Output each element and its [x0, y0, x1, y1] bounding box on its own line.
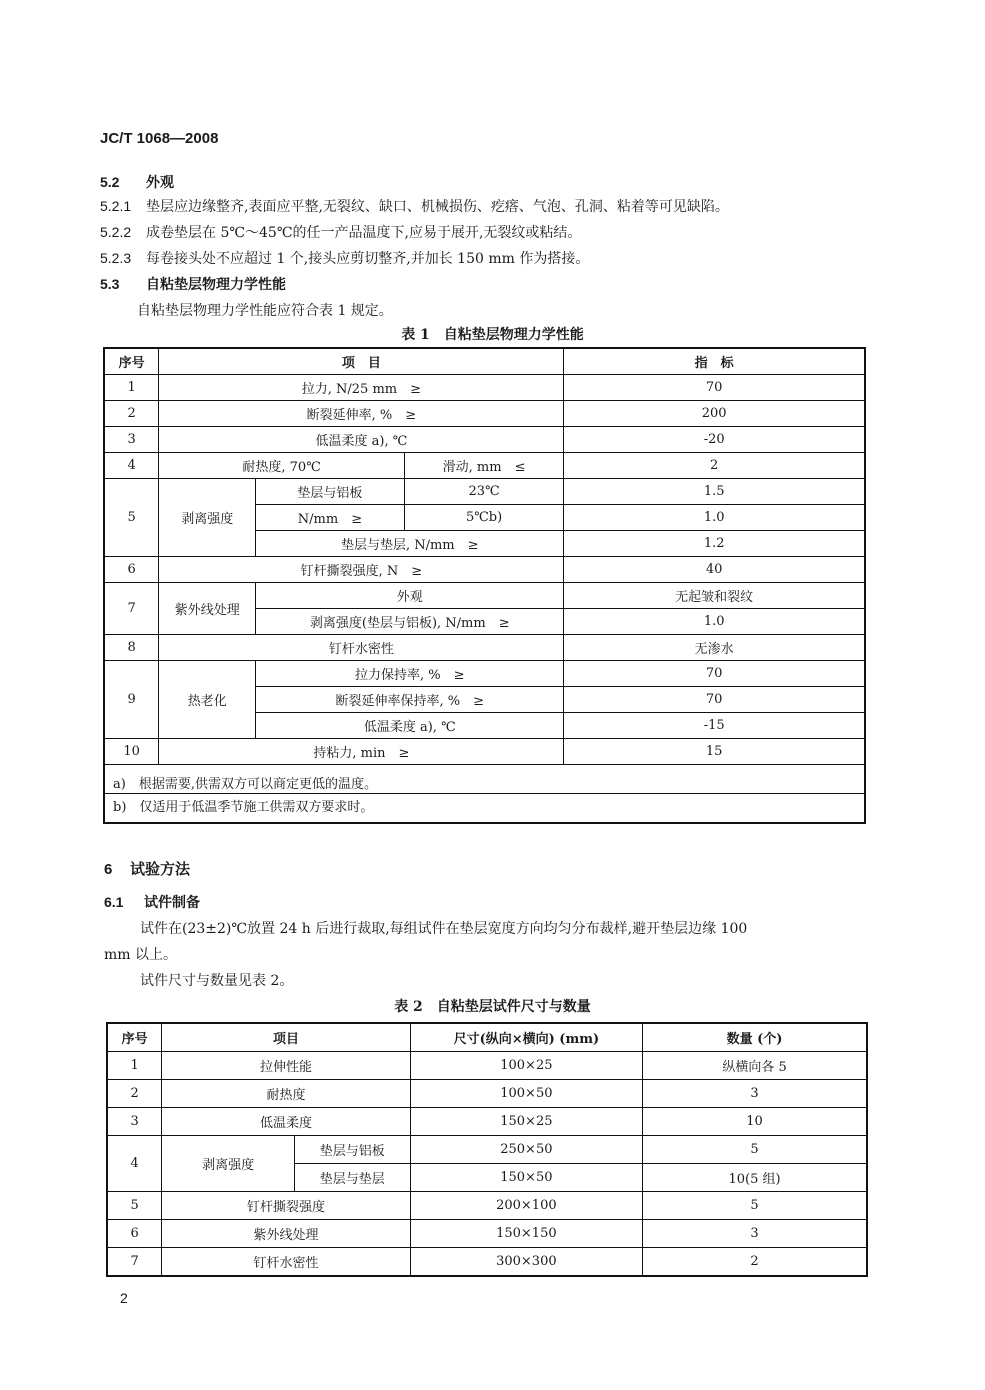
row-subitem: 垫层与铝板: [256, 479, 405, 505]
row-quantity: 10(5 组): [643, 1164, 867, 1192]
row-number: 1: [107, 1052, 162, 1080]
table-row: [104, 427, 865, 453]
row-value: -15: [564, 713, 865, 739]
document-code: JC/T 1068—2008: [100, 130, 219, 147]
row-quantity: 纵横向各 5: [643, 1052, 867, 1080]
row-item: 拉伸性能: [162, 1052, 410, 1080]
page-number: 2: [120, 1290, 128, 1306]
row-subitem: 垫层与垫层, N/mm ≥: [256, 531, 564, 557]
table-row: [107, 1192, 867, 1220]
row-number: 3: [104, 427, 159, 453]
table-1-caption: 表 1 自粘垫层物理力学性能: [401, 327, 584, 343]
row-number: 5: [107, 1192, 162, 1220]
row-item: 断裂延伸率, % ≥: [159, 401, 564, 427]
footnote-b: b) 仅适用于低温季节施工供需双方要求时。: [104, 794, 865, 824]
table-row: [104, 479, 865, 505]
row-number: 6: [104, 557, 159, 583]
row-subitem: 断裂延伸率保持率, % ≥: [256, 687, 564, 713]
row-group: 紫外线处理: [159, 583, 256, 635]
row-item: 耐热度, 70℃: [159, 453, 404, 479]
section-number: 5.2: [100, 174, 120, 190]
row-size: 150×25: [410, 1108, 642, 1136]
row-number: 6: [107, 1220, 162, 1248]
row-item: 钉杆水密性: [159, 635, 564, 661]
table-row: [104, 635, 865, 661]
table-row: [104, 583, 865, 609]
row-condition: 5℃b): [404, 505, 564, 531]
row-number: 4: [104, 453, 159, 479]
row-number: 9: [104, 661, 159, 739]
header-item: 项 目: [159, 348, 564, 375]
section-title: 外观: [146, 175, 174, 191]
row-item: 拉力, N/25 mm ≥: [159, 375, 564, 401]
paragraph-6-1-line-3: 试件尺寸与数量见表 2。: [140, 973, 294, 989]
row-value: 无起皱和裂纹: [564, 583, 865, 609]
row-value: 40: [564, 557, 865, 583]
header-index: 指 标: [564, 348, 865, 375]
section-5-3-heading: [100, 274, 286, 294]
table-row: [104, 453, 865, 479]
clause-number: 5.2.1: [100, 198, 132, 214]
row-size: 300×300: [410, 1248, 642, 1277]
section-title: 试验方法: [130, 860, 191, 878]
row-size: 200×100: [410, 1192, 642, 1220]
row-size: 100×25: [410, 1052, 642, 1080]
table-note: [104, 794, 865, 824]
table-row: [107, 1052, 867, 1080]
row-value: 70: [564, 661, 865, 687]
clause-5-2-1: [100, 196, 729, 216]
row-quantity: 3: [643, 1080, 867, 1108]
section-6-heading: [104, 858, 190, 879]
row-number: 10: [104, 739, 159, 765]
row-subitem: 垫层与铝板: [294, 1136, 410, 1164]
row-size: 150×50: [410, 1164, 642, 1192]
table-note: [104, 765, 865, 794]
row-size: 100×50: [410, 1080, 642, 1108]
table-row: [107, 1248, 867, 1277]
row-value: -20: [564, 427, 865, 453]
clause-number: 5.2.3: [100, 250, 132, 266]
clause-5-2-3: [100, 248, 589, 268]
clause-text: 垫层应边缘整齐,表面应平整,无裂纹、缺口、机械损伤、疙瘩、气泡、孔洞、粘着等可见缺陷。: [146, 199, 729, 215]
paragraph-6-1-line-2: mm 以上。: [104, 947, 178, 963]
table-2: [106, 1022, 868, 1277]
row-item: 低温柔度 a), ℃: [159, 427, 564, 453]
row-item: 紫外线处理: [162, 1220, 410, 1248]
row-item: 持粘力, min ≥: [159, 739, 564, 765]
row-value: 70: [564, 687, 865, 713]
paragraph-5-3: 自粘垫层物理力学性能应符合表 1 规定。: [137, 303, 393, 319]
section-title: 试件制备: [144, 895, 200, 911]
row-size: 250×50: [410, 1136, 642, 1164]
row-subitem: 外观: [256, 583, 564, 609]
header-size: 尺寸(纵向×横向) (mm): [410, 1023, 642, 1052]
row-quantity: 3: [643, 1220, 867, 1248]
clause-text: 每卷接头处不应超过 1 个,接头应剪切整齐,并加长 150 mm 作为搭接。: [146, 251, 590, 267]
table-row: [104, 739, 865, 765]
section-number: 5.3: [100, 276, 120, 292]
paragraph-6-1-line-1: 试件在(23±2)℃放置 24 h 后进行裁取,每组试件在垫层宽度方向均匀分布裁样,避开垫层边缘 100: [140, 921, 748, 937]
row-subitem: N/mm ≥: [256, 505, 405, 531]
section-6-1-heading: [104, 892, 200, 912]
row-number: 3: [107, 1108, 162, 1136]
row-value: 70: [564, 375, 865, 401]
row-subitem: 垫层与垫层: [294, 1164, 410, 1192]
table-row: [107, 1220, 867, 1248]
table-1: [103, 347, 866, 824]
row-value: 2: [564, 453, 865, 479]
header-quantity: 数量 (个): [643, 1023, 867, 1052]
row-value: 1.5: [564, 479, 865, 505]
row-number: 7: [107, 1248, 162, 1277]
row-quantity: 2: [643, 1248, 867, 1277]
row-number: 1: [104, 375, 159, 401]
row-group: 剥离强度: [162, 1136, 295, 1192]
row-quantity: 10: [643, 1108, 867, 1136]
table-header-row: [104, 348, 865, 375]
row-subitem: 滑动, mm ≤: [404, 453, 564, 479]
row-number: 5: [104, 479, 159, 557]
table-row: [107, 1108, 867, 1136]
row-number: 2: [107, 1080, 162, 1108]
table-2-caption: 表 2 自粘垫层试件尺寸与数量: [394, 999, 591, 1015]
table-row: [104, 401, 865, 427]
row-item: 钉杆撕裂强度: [162, 1192, 410, 1220]
row-number: 7: [104, 583, 159, 635]
row-group: 热老化: [159, 661, 256, 739]
header-no: 序号: [107, 1023, 162, 1052]
section-number: 6.1: [104, 894, 124, 910]
section-5-2-heading: [100, 172, 174, 192]
row-number: 4: [107, 1136, 162, 1192]
row-subitem: 拉力保持率, % ≥: [256, 661, 564, 687]
row-item: 钉杆水密性: [162, 1248, 410, 1277]
table-row: [104, 661, 865, 687]
row-condition: 23℃: [404, 479, 564, 505]
table-header-row: [107, 1023, 867, 1052]
row-value: 1.0: [564, 505, 865, 531]
row-item: 钉杆撕裂强度, N ≥: [159, 557, 564, 583]
row-number: 8: [104, 635, 159, 661]
row-value: 无渗水: [564, 635, 865, 661]
row-subitem: 低温柔度 a), ℃: [256, 713, 564, 739]
row-value: 200: [564, 401, 865, 427]
clause-text: 成卷垫层在 5℃～45℃的任一产品温度下,应易于展开,无裂纹或粘结。: [146, 225, 582, 241]
row-value: 15: [564, 739, 865, 765]
row-item: 耐热度: [162, 1080, 410, 1108]
row-value: 1.0: [564, 609, 865, 635]
table-row: [107, 1136, 867, 1164]
clause-5-2-2: [100, 222, 581, 242]
row-number: 2: [104, 401, 159, 427]
clause-number: 5.2.2: [100, 224, 132, 240]
section-number: 6: [104, 861, 113, 878]
row-group: 剥离强度: [159, 479, 256, 557]
row-item: 低温柔度: [162, 1108, 410, 1136]
row-subitem: 剥离强度(垫层与铝板), N/mm ≥: [256, 609, 564, 635]
row-quantity: 5: [643, 1192, 867, 1220]
row-quantity: 5: [643, 1136, 867, 1164]
row-value: 1.2: [564, 531, 865, 557]
header-item: 项目: [162, 1023, 410, 1052]
row-size: 150×150: [410, 1220, 642, 1248]
table-row: [104, 375, 865, 401]
footnote-a: a) 根据需要,供需双方可以商定更低的温度。: [104, 765, 865, 794]
table-row: [107, 1080, 867, 1108]
section-title: 自粘垫层物理力学性能: [146, 277, 286, 293]
header-no: 序号: [104, 348, 159, 375]
table-row: [104, 557, 865, 583]
